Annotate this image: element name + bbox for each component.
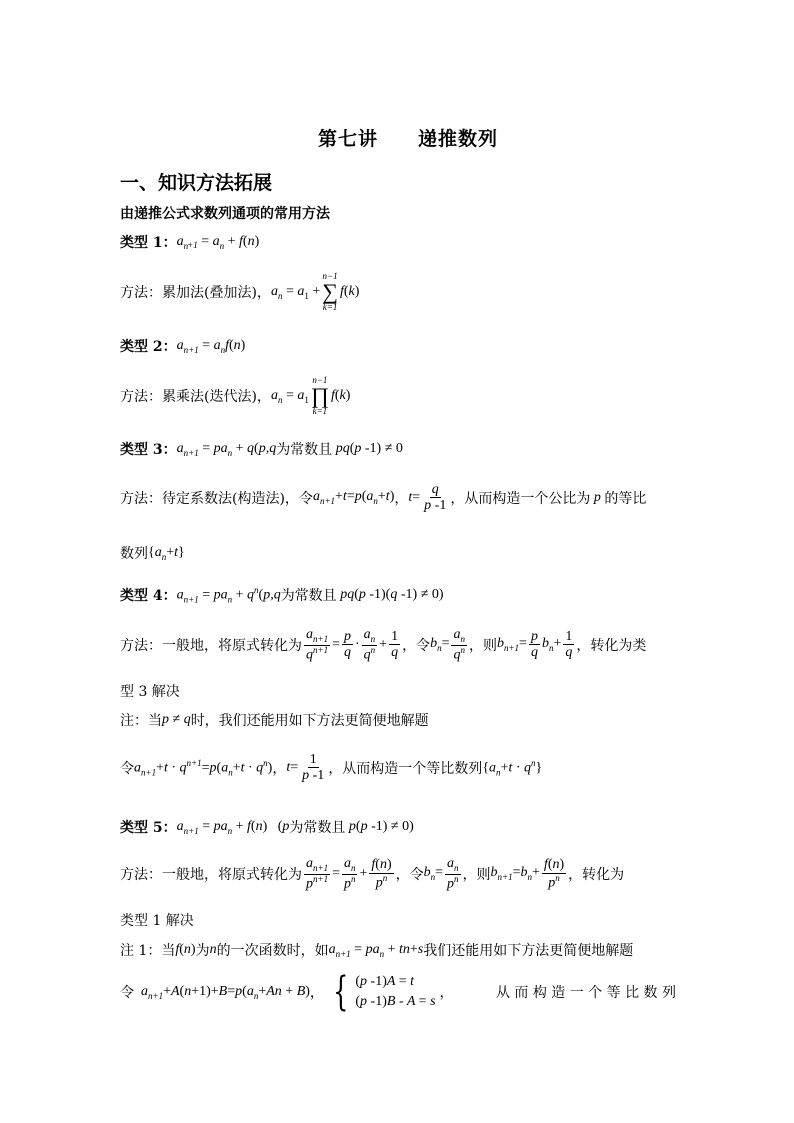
type5-method-text: 一般地，将原式转化为 [162,866,302,883]
type2-method-text: 累乘法(迭代法)， [162,389,271,405]
type4-alt-method: 令 $a_{n+1}+t \cdot q^{n+1}=p(a_n+t \cdot q^n)$ ， t= $\frac{1}{p -1}$ ，从而构造一个等比数列 $\{a_n+t \cdot q^n\}$ [120,752,543,784]
type1-method-text: 累加法(叠加法)， [162,285,271,301]
type5-note: 注 1：当 f(n) 为 n 的一次函数时，如 $a_{n+1} = pa_n + tn+s$ 我们还能用如下方法更简便地解题 [120,941,634,959]
method-label: 方法： [120,285,162,301]
type3-method: 方法： 待定系数法(构造法)，令 $a_{n+1}+t=p(a_n+t)$ ， t= $\frac{q}{p -1}$ ，从而构造一个公比为 p 的等比 [120,482,647,514]
type3-formula: 类型 3： $a_{n+1} = pa_n + q(p,q$ 为常数且 pq(p -1) ≠ 0 [120,440,403,458]
type3-method-text: 待定系数法(构造法)，令 [162,490,313,507]
type5-method-line2: 类型 1 解决 [120,913,194,929]
page-title: 第七讲 递推数列 [318,128,499,150]
type1-label: 类型 1： [120,235,177,251]
type2-formula: 类型 2： $a_{n+1} = a_nf(n)$ [120,337,246,355]
type5-label: 类型 5： [120,820,177,836]
type5-method: 方法： 一般地，将原式转化为 $\frac{a_{n+1}}{p^{n+1}}$ = $\frac{a_n}{p^n}$ + $\frac{f(n)}{p^n}$ ，令 $b_n=$ $\frac{a_n}{p^n}$ ，则 $b_{n+1}=b_n+$ $\frac{f(n)}{p^n}$ ，转化为 [120,856,625,892]
type4-method: 方法： 一般地，将原式转化为 $\frac{a_{n+1}}{q^{n+1}}$ = $\frac{p}{q}$ · $\frac{a_n}{q^n}$ + $\frac{1}{q}$ ，令 $b_n=$ $\frac{a_n}{q^n}$ ，则 $b_{n+1}=$ $\frac{p}{q}$ $b_n+$ $\frac{1}{q}$ ，转化为类 [120,627,647,663]
type2-label: 类型 2： [120,339,177,355]
type1-method: 方法： 累加法(叠加法)， $a_n = a_1$ + n−1 ∑ k=1 f(k) [120,271,360,312]
section-heading: 一、知识方法拓展 [120,172,273,194]
type5-alt-method: 令 $a_{n+1}+A(n+1)+B=p(a_n+An + B)$ ， { (p -1)A = t (p -1)B - A = s ， 从 而 构 造 一 个 等 比 数 列 [120,969,676,1015]
type3-label: 类型 3： [120,442,177,458]
type2-method: 方法： 累乘法(迭代法)， $a_n = a_1$ n−1 ∏ k=1 f(k) [120,375,351,416]
type4-label: 类型 4： [120,588,177,604]
type1-formula: 类型 1： $a_{n+1} = a_n + f(n)$ [120,233,260,251]
type4-method-text: 一般地，将原式转化为 [162,637,302,654]
type4-note: 注：当 p ≠ q 时，我们还能用如下方法更简便地解题 [120,712,429,729]
type5-formula: 类型 5： $a_{n+1} = pa_n + f(n)$ (p 为常数且 p(p -1) ≠ 0) [120,818,414,836]
type3-method-line2: 数列 $\{a_n+t\}$ [120,544,185,562]
subsection-heading: 由递推公式求数列通项的常用方法 [120,206,330,222]
type4-method-line2: 型 3 解决 [120,684,180,700]
type4-formula: 类型 4： $a_{n+1} = pa_n + q^n(p,q$ 为常数且 pq(p -1)(q -1) ≠ 0) [120,585,444,605]
